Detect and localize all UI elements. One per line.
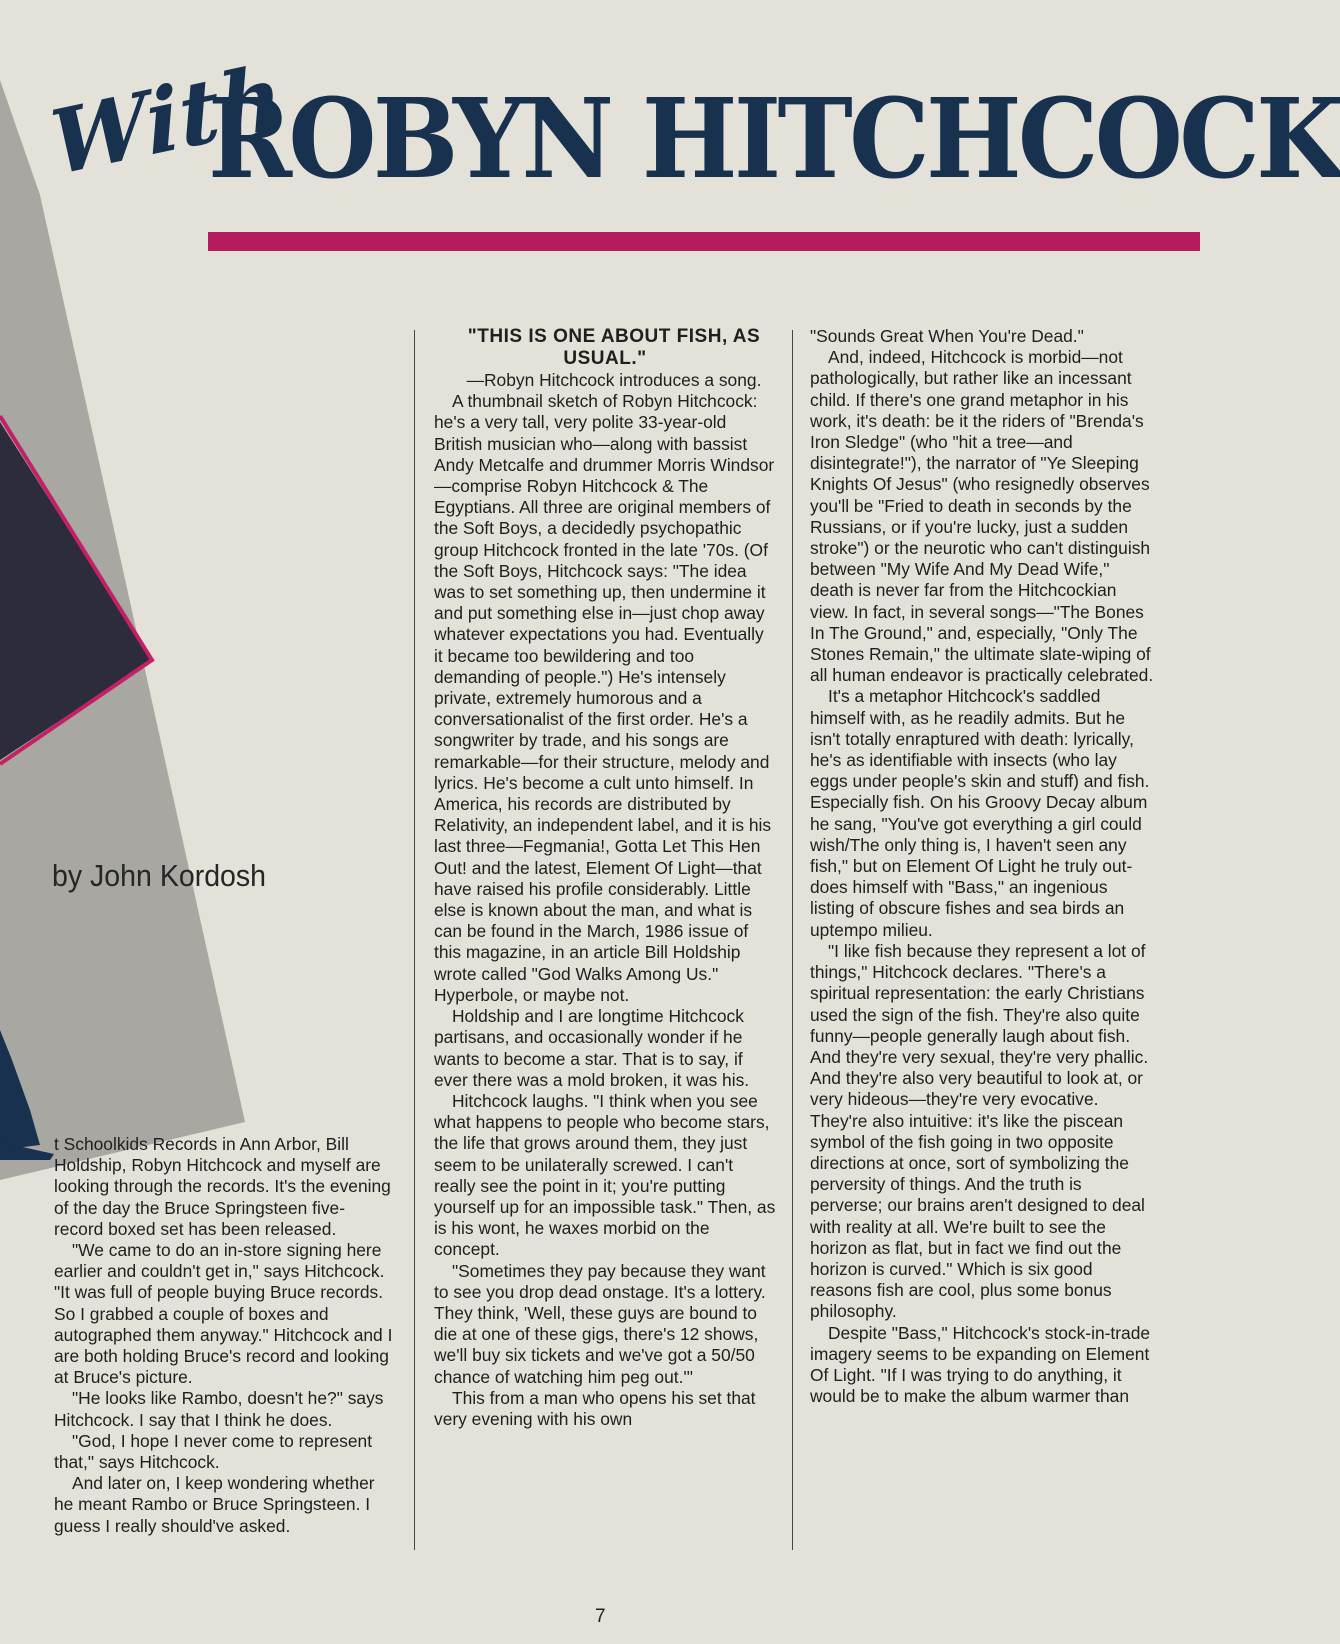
headline-artist-name: ROBYN HITCHCOCK: [208, 74, 1340, 203]
paragraph: And, indeed, Hitchcock is morbid—not pathologically, but rather like an incessant child. If there's one grand metaphor in his work, it's death: be it the riders of "Brenda's Iron Sledge" (who "hit a tree—and disintegrate!"), the narrator of "Ye Sleeping Knights Of Jesus" (who resignedly observes you'll be "Fried to death in seconds by the Russians, or if you're lucky, just a sudden stroke") or the neurotic who can't distinguish between "My Wife And My Dead Wife," death is never far from the Hitchcockian view. In fact, in several songs—"The Bones In The Ground," and, especially, "Only The Stones Remain," the ultimate slate-wiping of all human endeavor is practically celebrated.: [810, 347, 1154, 686]
paragraph: "I like fish because they represent a lot of things," Hitchcock declares. "There's a spiritual representation: the early Christians used the sign of the fish. They're also quite funny—people generally laugh about fish. And they're very sexual, they're very phallic. And they're also very beautiful to look at, or very hideous—they're very evocative. They're also intuitive: it's like the piscean symbol of the fish going in two opposite directions at once, sort of symbolizing the perversity of things. And the truth is perverse; our brains aren't designed to deal with reality at all. We're built to see the horizon as flat, but in fact we find out the horizon is curved." Which is six good reasons fish are cool, plus some bonus philosophy.: [810, 940, 1149, 1322]
paragraph: "God, I hope I never come to represent that," says Hitchcock.: [54, 1430, 373, 1473]
paragraph: This from a man who opens his set that very evening with his own: [434, 1387, 756, 1429]
paragraph: Despite "Bass," Hitchcock's stock-in-trade imagery seems to be expanding on Element Of Light. "If I was trying to do anything, it would be to make the album warmer than: [810, 1322, 1151, 1407]
headline-accent-bar: [208, 232, 1200, 251]
paragraph: "He looks like Rambo, doesn't he?" says Hitchcock. I say that I think he does.: [54, 1388, 384, 1430]
paragraph: "Sounds Great When You're Dead.": [810, 326, 1084, 346]
headline-script-word: With: [45, 43, 288, 197]
column-divider-1: [414, 330, 415, 1550]
pull-quote: "THIS IS ONE ABOUT FISH, AS USUAL.": [467, 326, 761, 369]
paragraph: Holdship and I are longtime Hitchcock partisans, and occasionally wonder if he wants to become a star. That is to say, if ever there was a mold broken, it was his.: [434, 1006, 750, 1090]
byline: by John Kordosh: [52, 858, 267, 893]
paragraph: "We came to do an in-store signing here earlier and couldn't get in," says Hitchcock. "It was full of people buying Bruce records. So I grabbed a couple of boxes and autographed them anyway." Hitchcock and I are both holding Bruce's record and looking at Bruce's picture.: [54, 1240, 393, 1388]
column-divider-2: [792, 330, 793, 1550]
article-column-1: [54, 1134, 394, 1537]
paragraph: Hitchcock laughs. "I think when you see what happens to people who become stars, the life that grows around them, they just seem to be unilaterally screwed. I can't really see the point in it; you're putting yourself up for an impossible task." Then, as is his wont, he waxes morbid on the concept.: [434, 1090, 776, 1260]
paragraph: A thumbnail sketch of Robyn Hitchcock: he's a very tall, very polite 33-year-old British musician who—along with bassist Andy Metcalfe and drummer Morris Windsor—comprise Robyn Hitchcock & The Egyptians. All three are original members of the Soft Boys, a decidedly psychopathic group Hitchcock fronted in the late '70s. (Of the Soft Boys, Hitchcock says: "The idea was to set something up, then undermine it and put something else in—just chop away whatever expectations you had. Eventually it became too bewildering and too demanding of people.") He's intensely private, extremely humorous and a conversationalist of the first order. He's a songwriter by trade, and his songs are remarkable—for their structure, melody and lyrics. He's become a cult unto himself. In America, his records are distributed by Relativity, an independent label, and it is his last three—Fegmania!, Gotta Let This Hen Out! and the latest, Element Of Light—that have raised his profile considerably. Little else is known about the man, and what is can be found in the March, 1986 issue of this magazine, in an article Bill Holdship wrote called "God Walks Among Us." Hyperbole, or maybe not.: [434, 391, 775, 1005]
paragraph: t Schoolkids Records in Ann Arbor, Bill Holdship, Robyn Hitchcock and myself are looking through the records. It's the evening of the day the Bruce Springsteen five-record boxed set has been released.: [54, 1134, 391, 1239]
article-column-3: [810, 326, 1154, 1407]
pull-quote-attribution: —Robyn Hitchcock introduces a song.: [466, 370, 762, 390]
drop-cap-arrow: [0, 1130, 60, 1160]
page-number: 7: [595, 1606, 606, 1627]
paragraph: "Sometimes they pay because they want to see you drop dead onstage. It's a lottery. They think, 'Well, these guys are bound to die at one of these gigs, there's 12 shows, we'll buy six tickets and we've got a 50/50 chance of watching him peg out.'": [434, 1260, 766, 1387]
paragraph: It's a metaphor Hitchcock's saddled himself with, as he readily admits. But he isn't totally enraptured with death: lyrically, he's as identifiable with insects (who lay eggs under people's skin and stuff) and fish. Especially fish. On his Groovy Decay album he sang, "You've got everything a girl could wish/The only thing is, I haven't seen any fish," but on Element Of Light he truly out-does himself with "Bass," an ingenious listing of obscure fishes and sea birds an uptempo milieu.: [810, 686, 1150, 940]
article-column-2: [434, 326, 776, 1430]
paragraph: And later on, I keep wondering whether he meant Rambo or Bruce Springsteen. I guess I really should've asked.: [54, 1473, 375, 1536]
